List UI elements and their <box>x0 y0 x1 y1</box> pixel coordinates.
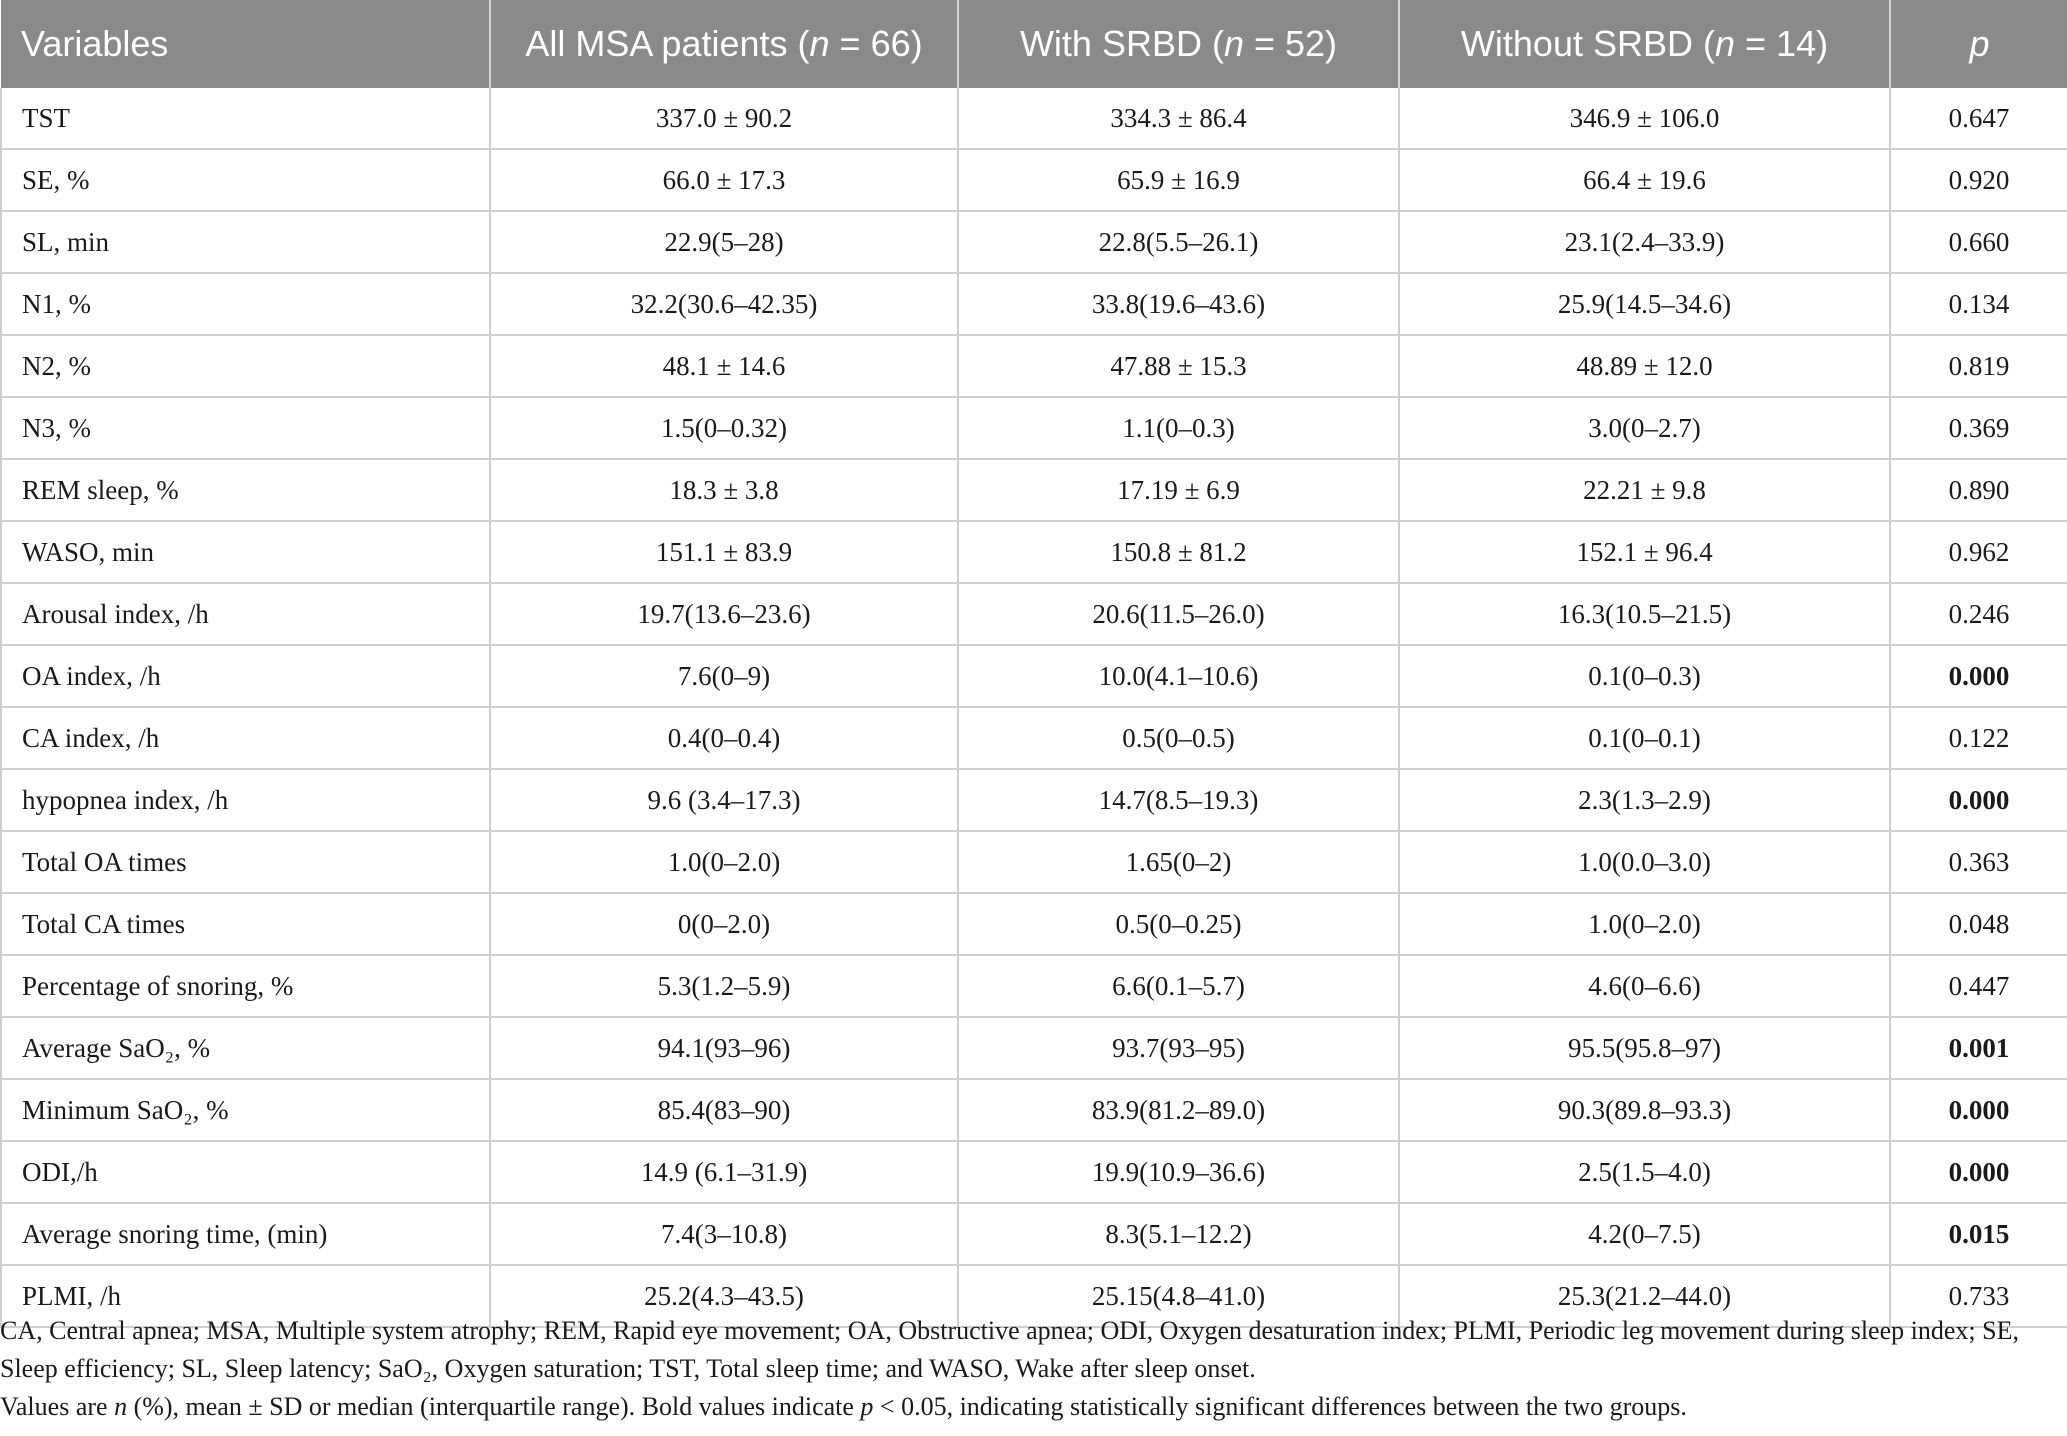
cell-all-msa: 337.0 ± 90.2 <box>490 88 958 149</box>
cell-without-srbd: 1.0(0.0–3.0) <box>1399 831 1890 893</box>
table-row <box>1 1141 2067 1203</box>
cell-variable: OA index, /h <box>1 645 490 707</box>
cell-variable: TST <box>1 88 490 149</box>
cell-with-srbd: 83.9(81.2–89.0) <box>958 1079 1399 1141</box>
table-row <box>1 1017 2067 1079</box>
table-row <box>1 955 2067 1017</box>
table-row <box>1 397 2067 459</box>
cell-with-srbd: 8.3(5.1–12.2) <box>958 1203 1399 1265</box>
table-row <box>1 769 2067 831</box>
cell-all-msa: 5.3(1.2–5.9) <box>490 955 958 1017</box>
cell-all-msa: 94.1(93–96) <box>490 1017 958 1079</box>
cell-p-value: 0.920 <box>1890 149 2067 211</box>
cell-p-value: 0.000 <box>1890 1141 2067 1203</box>
cell-variable: N3, % <box>1 397 490 459</box>
cell-variable: SE, % <box>1 149 490 211</box>
cell-p-value: 0.369 <box>1890 397 2067 459</box>
cell-p-value: 0.134 <box>1890 273 2067 335</box>
cell-variable: ODI,/h <box>1 1141 490 1203</box>
table-row <box>1 459 2067 521</box>
cell-without-srbd: 95.5(95.8–97) <box>1399 1017 1890 1079</box>
abbreviations-note: CA, Central apnea; MSA, Multiple system atrophy; REM, Rapid eye movement; OA, Obstructive apnea; ODI, Oxygen desaturation index; PLMI, Periodic leg movement during sleep index; SE, Sleep efficiency; SL, Sleep latency; SaO₂, Oxygen saturation; TST, Total sleep time; and WASO, Wake after sleep onset. <box>0 1316 2019 1383</box>
cell-without-srbd: 22.21 ± 9.8 <box>1399 459 1890 521</box>
cell-without-srbd: 4.2(0–7.5) <box>1399 1203 1890 1265</box>
cell-without-srbd: 0.1(0–0.3) <box>1399 645 1890 707</box>
cell-all-msa: 85.4(83–90) <box>490 1079 958 1141</box>
cell-without-srbd: 25.9(14.5–34.6) <box>1399 273 1890 335</box>
cell-p-value: 0.122 <box>1890 707 2067 769</box>
table-header <box>1 0 2067 88</box>
cell-all-msa: 19.7(13.6–23.6) <box>490 583 958 645</box>
table-row <box>1 273 2067 335</box>
cell-all-msa: 9.6 (3.4–17.3) <box>490 769 958 831</box>
cell-p-value: 0.001 <box>1890 1017 2067 1079</box>
table-row <box>1 335 2067 397</box>
cell-all-msa: 0(0–2.0) <box>490 893 958 955</box>
cell-all-msa: 22.9(5–28) <box>490 211 958 273</box>
cell-p-value: 0.733 <box>1890 1265 2067 1327</box>
cell-without-srbd: 48.89 ± 12.0 <box>1399 335 1890 397</box>
table-footnotes <box>0 1312 2060 1426</box>
table-row <box>1 149 2067 211</box>
cell-variable: SL, min <box>1 211 490 273</box>
cell-without-srbd: 90.3(89.8–93.3) <box>1399 1079 1890 1141</box>
cell-variable: Average SaO₂, % <box>1 1017 490 1079</box>
cell-p-value: 0.819 <box>1890 335 2067 397</box>
table-row <box>1 645 2067 707</box>
cell-without-srbd: 25.3(21.2–44.0) <box>1399 1265 1890 1327</box>
cell-with-srbd: 65.9 ± 16.9 <box>958 149 1399 211</box>
cell-p-value: 0.000 <box>1890 769 2067 831</box>
cell-all-msa: 14.9 (6.1–31.9) <box>490 1141 958 1203</box>
cell-with-srbd: 20.6(11.5–26.0) <box>958 583 1399 645</box>
cell-with-srbd: 14.7(8.5–19.3) <box>958 769 1399 831</box>
cell-variable: WASO, min <box>1 521 490 583</box>
cell-all-msa: 7.6(0–9) <box>490 645 958 707</box>
header-all-msa: All MSA patients (n = 66) <box>490 0 958 88</box>
cell-all-msa: 1.5(0–0.32) <box>490 397 958 459</box>
table-row <box>1 831 2067 893</box>
cell-with-srbd: 1.65(0–2) <box>958 831 1399 893</box>
cell-variable: Minimum SaO₂, % <box>1 1079 490 1141</box>
table-row <box>1 88 2067 149</box>
cell-with-srbd: 17.19 ± 6.9 <box>958 459 1399 521</box>
cell-all-msa: 0.4(0–0.4) <box>490 707 958 769</box>
cell-with-srbd: 47.88 ± 15.3 <box>958 335 1399 397</box>
cell-variable: CA index, /h <box>1 707 490 769</box>
cell-p-value: 0.647 <box>1890 88 2067 149</box>
cell-variable: hypopnea index, /h <box>1 769 490 831</box>
cell-p-value: 0.363 <box>1890 831 2067 893</box>
table-row <box>1 583 2067 645</box>
cell-without-srbd: 0.1(0–0.1) <box>1399 707 1890 769</box>
cell-p-value: 0.246 <box>1890 583 2067 645</box>
cell-without-srbd: 23.1(2.4–33.9) <box>1399 211 1890 273</box>
cell-without-srbd: 346.9 ± 106.0 <box>1399 88 1890 149</box>
cell-variable: N2, % <box>1 335 490 397</box>
cell-variable: REM sleep, % <box>1 459 490 521</box>
cell-without-srbd: 3.0(0–2.7) <box>1399 397 1890 459</box>
cell-all-msa: 151.1 ± 83.9 <box>490 521 958 583</box>
cell-without-srbd: 152.1 ± 96.4 <box>1399 521 1890 583</box>
cell-with-srbd: 22.8(5.5–26.1) <box>958 211 1399 273</box>
cell-with-srbd: 0.5(0–0.5) <box>958 707 1399 769</box>
table-row <box>1 1203 2067 1265</box>
header-p-value: p <box>1890 0 2067 88</box>
cell-with-srbd: 0.5(0–0.25) <box>958 893 1399 955</box>
table-row <box>1 707 2067 769</box>
table-body <box>1 88 2067 1327</box>
cell-variable: Percentage of snoring, % <box>1 955 490 1017</box>
cell-with-srbd: 334.3 ± 86.4 <box>958 88 1399 149</box>
cell-all-msa: 32.2(30.6–42.35) <box>490 273 958 335</box>
cell-without-srbd: 2.5(1.5–4.0) <box>1399 1141 1890 1203</box>
cell-p-value: 0.660 <box>1890 211 2067 273</box>
cell-p-value: 0.000 <box>1890 1079 2067 1141</box>
cell-variable: Total CA times <box>1 893 490 955</box>
cell-without-srbd: 66.4 ± 19.6 <box>1399 149 1890 211</box>
header-without-srbd: Without SRBD (n = 14) <box>1399 0 1890 88</box>
table-row <box>1 1079 2067 1141</box>
cell-p-value: 0.048 <box>1890 893 2067 955</box>
cell-variable: Average snoring time, (min) <box>1 1203 490 1265</box>
cell-variable: Total OA times <box>1 831 490 893</box>
cell-all-msa: 7.4(3–10.8) <box>490 1203 958 1265</box>
cell-without-srbd: 16.3(10.5–21.5) <box>1399 583 1890 645</box>
header-variables: Variables <box>1 0 490 88</box>
cell-p-value: 0.015 <box>1890 1203 2067 1265</box>
cell-all-msa: 1.0(0–2.0) <box>490 831 958 893</box>
cell-variable: Arousal index, /h <box>1 583 490 645</box>
cell-with-srbd: 6.6(0.1–5.7) <box>958 955 1399 1017</box>
cell-p-value: 0.890 <box>1890 459 2067 521</box>
cell-without-srbd: 4.6(0–6.6) <box>1399 955 1890 1017</box>
header-row <box>1 0 2067 88</box>
cell-with-srbd: 1.1(0–0.3) <box>958 397 1399 459</box>
cell-with-srbd: 33.8(19.6–43.6) <box>958 273 1399 335</box>
cell-all-msa: 48.1 ± 14.6 <box>490 335 958 397</box>
cell-p-value: 0.962 <box>1890 521 2067 583</box>
cell-without-srbd: 1.0(0–2.0) <box>1399 893 1890 955</box>
cell-p-value: 0.000 <box>1890 645 2067 707</box>
cell-all-msa: 18.3 ± 3.8 <box>490 459 958 521</box>
cell-with-srbd: 25.15(4.8–41.0) <box>958 1265 1399 1327</box>
cell-all-msa: 66.0 ± 17.3 <box>490 149 958 211</box>
cell-with-srbd: 19.9(10.9–36.6) <box>958 1141 1399 1203</box>
cell-p-value: 0.447 <box>1890 955 2067 1017</box>
cell-variable: N1, % <box>1 273 490 335</box>
cell-without-srbd: 2.3(1.3–2.9) <box>1399 769 1890 831</box>
table-row <box>1 893 2067 955</box>
values-note: Values are n (%), mean ± SD or median (interquartile range). Bold values indicate p < 0.05, indicating statistically significant differences between the two groups. <box>0 1392 1687 1421</box>
cell-all-msa: 25.2(4.3–43.5) <box>490 1265 958 1327</box>
table-row <box>1 521 2067 583</box>
cell-variable: PLMI, /h <box>1 1265 490 1327</box>
cell-with-srbd: 10.0(4.1–10.6) <box>958 645 1399 707</box>
header-with-srbd: With SRBD (n = 52) <box>958 0 1399 88</box>
cell-with-srbd: 93.7(93–95) <box>958 1017 1399 1079</box>
cell-with-srbd: 150.8 ± 81.2 <box>958 521 1399 583</box>
table-row <box>1 211 2067 273</box>
